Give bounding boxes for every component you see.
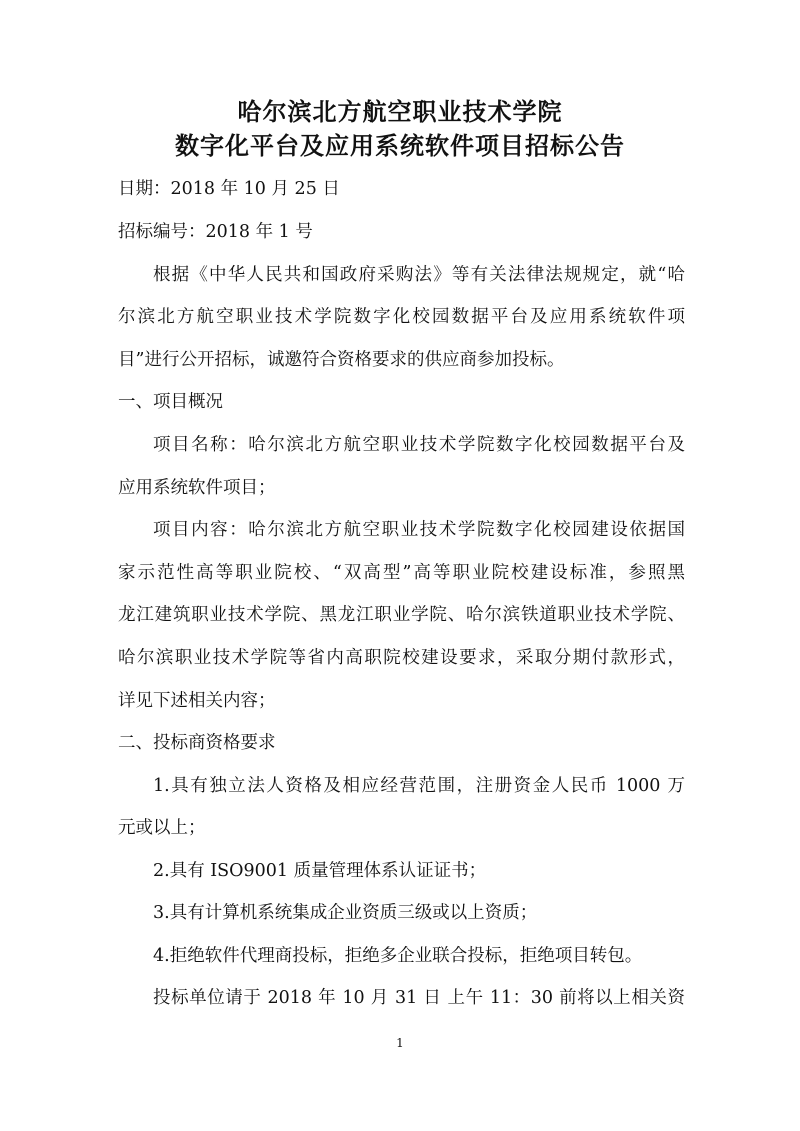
page-number: 1 — [396, 1036, 404, 1050]
document-title-line1: 哈尔滨北方航空职业技术学院 — [237, 98, 563, 126]
requirement-2: 2.具有 ISO9001 质量管理体系认证证书； — [153, 861, 487, 881]
tender-code-line: 招标编号：2018 年 1 号 — [118, 222, 313, 242]
section1-heading: 一、项目概况 — [118, 392, 223, 412]
project-name-line-2: 应用系统软件项目； — [118, 478, 276, 498]
requirement-1-line-1: 1.具有独立法人资格及相应经营范围，注册资金人民币 1000 万 — [153, 776, 685, 796]
project-content-line-3: 龙江建筑职业技术学院、黑龙江职业学院、哈尔滨铁道职业技术学院、 — [118, 605, 685, 625]
requirement-4: 4.拒绝软件代理商投标，拒绝多企业联合投标，拒绝项目转包。 — [153, 946, 643, 966]
date-line: 日期：2018 年 10 月 25 日 — [118, 179, 340, 199]
requirement-1-line-2: 元或以上； — [118, 818, 206, 838]
intro-line-3: 目”进行公开招标，诚邀符合资格要求的供应商参加投标。 — [118, 350, 565, 370]
deadline-line: 投标单位请于 2018 年 10 月 31 日 上午 11：30 前将以上相关资 — [153, 988, 685, 1008]
section2-heading: 二、投标商资格要求 — [118, 733, 276, 753]
document-title-line2: 数字化平台及应用系统软件项目招标公告 — [175, 132, 625, 160]
project-content-line-2: 家示范性高等职业院校、“双高型”高等职业院校建设标准，参照黑 — [118, 563, 685, 583]
intro-line-1: 根据《中华人民共和国政府采购法》等有关法律法规规定，就“哈 — [153, 265, 685, 285]
project-name-line-1: 项目名称：哈尔滨北方航空职业技术学院数字化校园数据平台及 — [153, 435, 685, 455]
project-content-line-5: 详见下述相关内容； — [118, 691, 276, 711]
project-content-line-1: 项目内容：哈尔滨北方航空职业技术学院数字化校园建设依据国 — [153, 520, 685, 540]
project-content-line-4: 哈尔滨职业技术学院等省内高职院校建设要求，采取分期付款形式， — [118, 648, 685, 668]
requirement-3: 3.具有计算机系统集成企业资质三级或以上资质； — [153, 903, 538, 923]
intro-line-2: 尔滨北方航空职业技术学院数字化校园数据平台及应用系统软件项 — [118, 307, 685, 327]
